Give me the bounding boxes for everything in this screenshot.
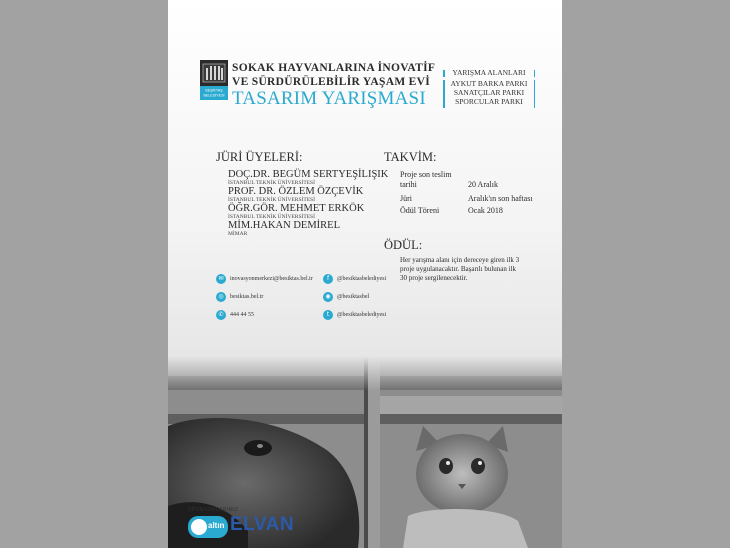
instagram-icon: ◉ bbox=[323, 292, 333, 302]
facebook-link[interactable]: @besiktasbelediyesi bbox=[337, 276, 387, 282]
jury-list bbox=[228, 169, 388, 237]
calendar-value: Ocak 2018 bbox=[468, 206, 503, 215]
instagram-link[interactable]: @besiktasbel bbox=[337, 294, 370, 300]
area-item: SANATÇILAR PARKI bbox=[453, 88, 525, 97]
twitter-icon: t bbox=[323, 310, 333, 320]
title-line-3: TASARIM YARIŞMASI bbox=[232, 88, 426, 109]
areas-heading: YARIŞMA ALANLARI bbox=[452, 68, 526, 77]
title-line-2: VE SÜRDÜRÜLEBİLİR YAŞAM EVİ bbox=[232, 76, 430, 88]
title-line-1: SOKAK HAYVANLARINA İNOVATİF bbox=[232, 62, 436, 74]
elvan-sponsor-logo: ELVAN bbox=[230, 514, 295, 535]
jury-member-affiliation: İSTANBUL TEKNİK ÜNİVERSİTESİ bbox=[228, 180, 315, 186]
web-icon: ◎ bbox=[216, 292, 226, 302]
calendar-heading: TAKVİM: bbox=[384, 150, 437, 164]
sponsors-label: SPONSORLARIMIZ bbox=[188, 507, 239, 513]
twitter-link[interactable]: @besiktasbelediyesi bbox=[337, 312, 387, 318]
altin-sponsor-logo bbox=[188, 516, 228, 538]
award-heading: ÖDÜL: bbox=[384, 238, 423, 252]
competition-poster bbox=[168, 0, 562, 548]
jury-member-affiliation: İSTANBUL TEKNİK ÜNİVERSİTESİ bbox=[228, 197, 315, 203]
altin-sponsor-name: altın bbox=[208, 521, 225, 530]
jury-member-name: PROF. DR. ÖZLEM ÖZÇEVİK bbox=[228, 186, 364, 197]
jury-heading: JÜRİ ÜYELERİ: bbox=[216, 150, 303, 164]
calendar-label: Proje son teslim bbox=[400, 170, 452, 179]
jury-member-name: DOÇ.DR. BEGÜM SERTYEŞİLIŞIK bbox=[228, 169, 389, 180]
area-item: AYKUT BARKA PARKI bbox=[450, 79, 528, 88]
jury-member-name: ÖĞR.GÖR. MEHMET ERKÖK bbox=[228, 203, 365, 214]
calendar-value: Aralık'ın son haftası bbox=[468, 194, 533, 203]
facebook-icon: f bbox=[323, 274, 333, 284]
calendar-label: tarihi bbox=[400, 180, 417, 189]
web-link[interactable]: besiktas.bel.tr bbox=[230, 294, 264, 300]
jury-member-affiliation: İSTANBUL TEKNİK ÜNİVERSİTESİ bbox=[228, 214, 315, 220]
jury-member-name: MİM.HAKAN DEMİREL bbox=[228, 220, 340, 231]
award-text: Her yarışma alanı için dereceye giren ilk 3 proje uygulanacaktır. Başarılı bulunan ilk 30 proje sergilenecektir. bbox=[400, 256, 520, 282]
besiktas-municipality-logo bbox=[200, 60, 228, 100]
email-link[interactable]: inovasyonmerkezi@besiktas.bel.tr bbox=[230, 276, 313, 282]
dog-and-kitten-photo bbox=[168, 356, 562, 548]
jury-member-affiliation: MİMAR bbox=[228, 231, 248, 237]
social-links bbox=[323, 274, 413, 324]
svg-text:BELEDİYESİ: BELEDİYESİ bbox=[203, 93, 225, 98]
contacts-left bbox=[216, 274, 336, 324]
email-icon: ✉ bbox=[216, 274, 226, 284]
phone-number[interactable]: 444 44 55 bbox=[230, 312, 254, 318]
svg-text:BEŞİKTAŞ: BEŞİKTAŞ bbox=[205, 88, 223, 93]
calendar-label: Ödül Töreni bbox=[400, 206, 440, 215]
phone-icon: ✆ bbox=[216, 310, 226, 320]
competition-areas bbox=[447, 68, 531, 106]
calendar-value: 20 Aralık bbox=[468, 180, 498, 189]
calendar-label: Jüri bbox=[400, 194, 412, 203]
area-item: SPORCULAR PARKI bbox=[455, 97, 523, 106]
